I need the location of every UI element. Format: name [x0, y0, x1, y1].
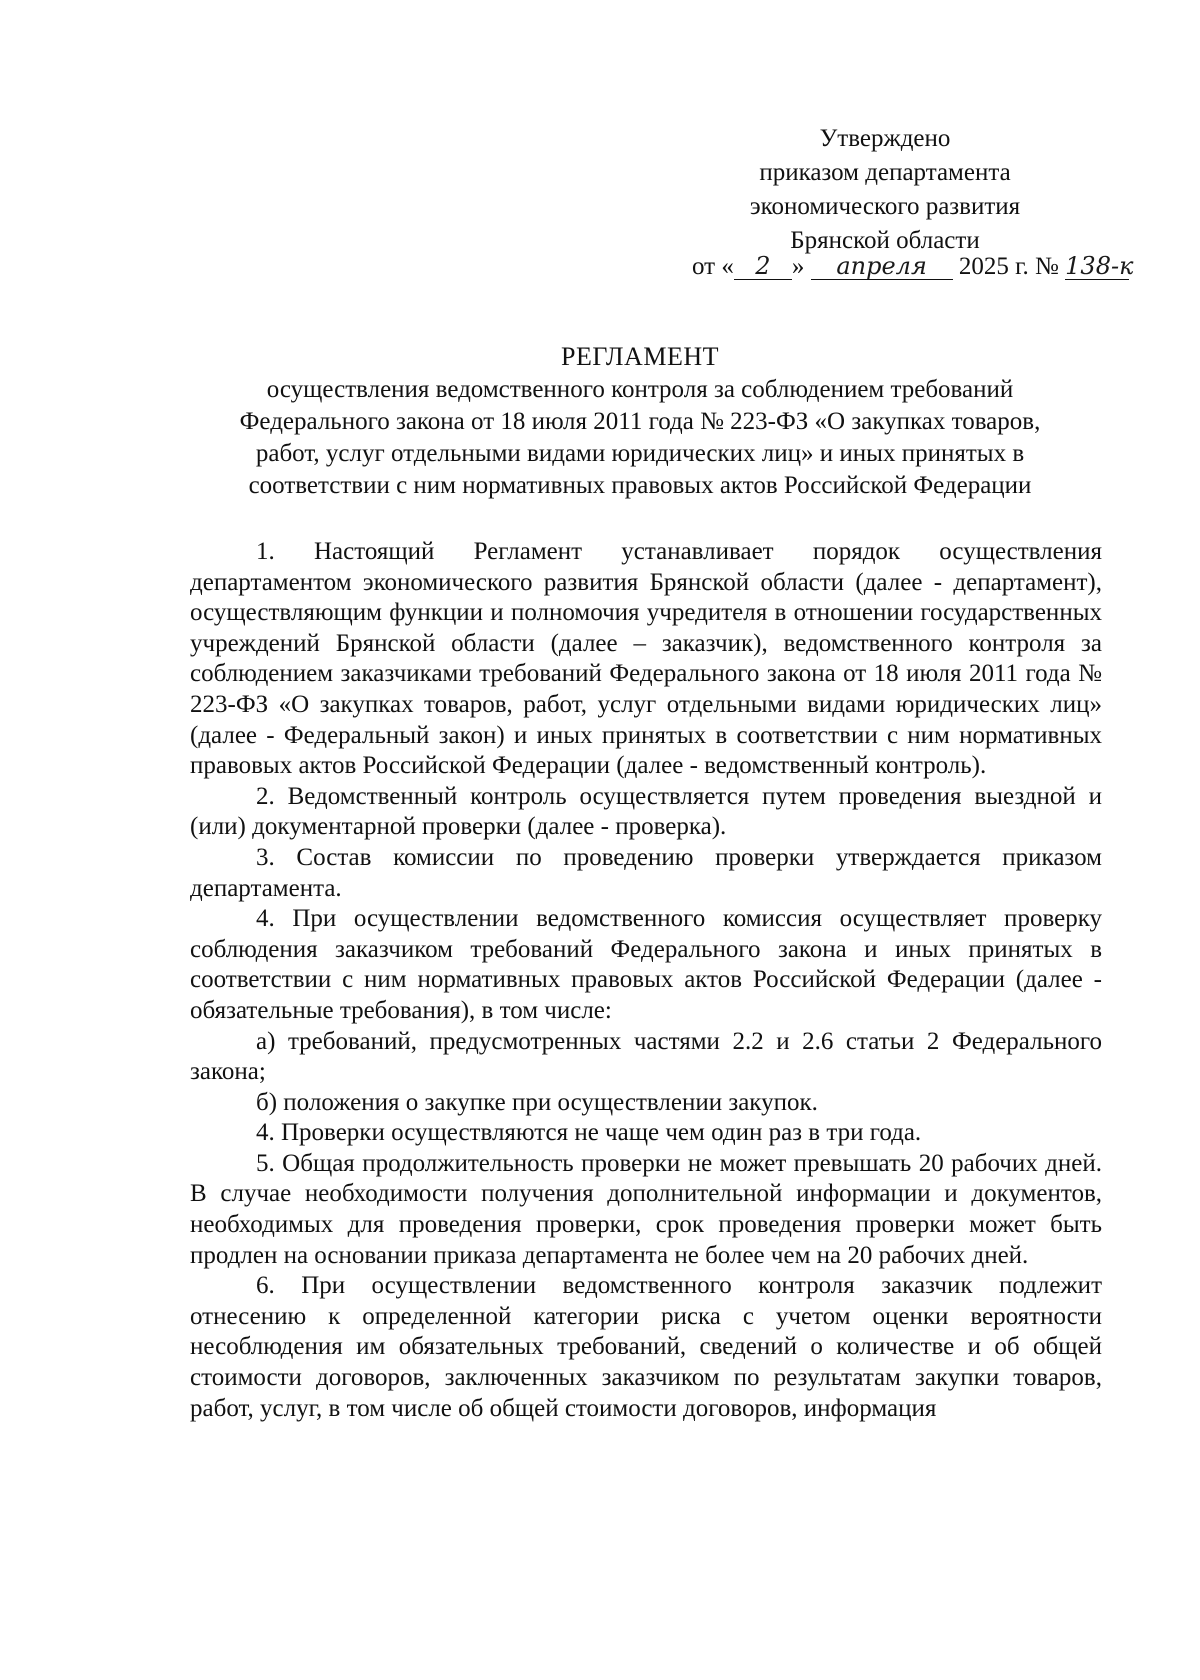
approval-line-2: приказом департамента — [759, 159, 1011, 186]
paragraph-5: 5. Общая продолжительность проверки не может превышать 20 рабочих дней. В случае необходимости получения дополнительной информации и документов, необходимых для проведения проверки, срок проведения проверки может быть продлен на основании приказа департамента не более чем на 20 рабочих дней. — [190, 1149, 1102, 1269]
paragraph-4a: а) требований, предусмотренных частями 2.2 и 2.6 статьи 2 Федерального закона; — [190, 1027, 1102, 1086]
approval-line-3: экономического развития — [749, 193, 1021, 220]
approval-line-1: Утверждено — [819, 125, 951, 152]
document-title: РЕГЛАМЕНТ — [561, 342, 719, 371]
paragraph-3: 3. Состав комиссии по проведению проверки утверждается приказом департамента. — [190, 843, 1102, 902]
subtitle-line-4: соответствии с ним нормативных правовых актов Российской Федерации — [248, 472, 1032, 499]
subtitle-line-1: осуществления ведомственного контроля за соблюдением требований — [266, 376, 1014, 403]
date-year: 2025 г. № — [958, 253, 1059, 280]
paragraph-4-frequency: 4. Проверки осуществляются не чаще чем один раз в три года. — [256, 1119, 922, 1147]
paragraph-1: 1. Настоящий Регламент устанавливает порядок осуществления департаментом экономического развития Брянской области (далее - департамент), осуществляющим функции и полномочия учредителя в отношении государственных учреждений Брянской области (далее – заказчик), ведомственного контроля за соблюдением заказчиками требований Федерального закона от 18 июля 2011 года № 223-ФЗ «О закупках товаров, работ, услуг отдельными видами юридических лиц» (далее - Федеральный закон) и иных принятых в соответствии с ним нормативных правовых актов Российской Федерации (далее - ведомственный контроль). — [190, 538, 1102, 780]
title-block — [190, 340, 1090, 502]
approval-line-4: Брянской области — [790, 227, 980, 254]
subtitle-line-2: Федерального закона от 18 июля 2011 года № 223-ФЗ «О закупках товаров, — [239, 408, 1041, 435]
date-prefix: от « — [692, 253, 734, 280]
paragraph-4b: б) положения о закупке при осуществлении закупок. — [256, 1088, 818, 1116]
handwritten-order-number: 138-к — [1065, 252, 1134, 280]
date-mid: » — [791, 253, 805, 280]
approval-stamp-block — [690, 122, 1080, 258]
handwritten-day: 2 — [734, 253, 792, 280]
handwritten-month: апреля — [811, 253, 953, 280]
paragraph-2: 2. Ведомственный контроль осуществляется путем проведения выездной и (или) документарной проверки (далее - проверка). — [190, 782, 1102, 841]
paragraph-4: 4. При осуществлении ведомственного комиссия осуществляет проверку соблюдения заказчиком требований Федерального закона и иных принятых в соответствии с ним нормативных правовых актов Российской Федерации (далее - обязательные требования), в том числе: — [190, 905, 1102, 1024]
subtitle-line-3: работ, услуг отдельными видами юридических лиц» и иных принятых в — [255, 440, 1025, 467]
paragraph-6: 6. При осуществлении ведомственного контроля заказчик подлежит отнесению к определенной категории риска с учетом оценки вероятности несоблюдения им обязательных требований, сведений о количестве и об общей стоимости договоров, заключенных заказчиком по результатам закупки товаров, работ, услуг, в том числе об общей стоимости договоров, информация — [190, 1272, 1102, 1422]
approval-date-line — [692, 250, 1134, 284]
document-body — [190, 537, 1102, 1424]
